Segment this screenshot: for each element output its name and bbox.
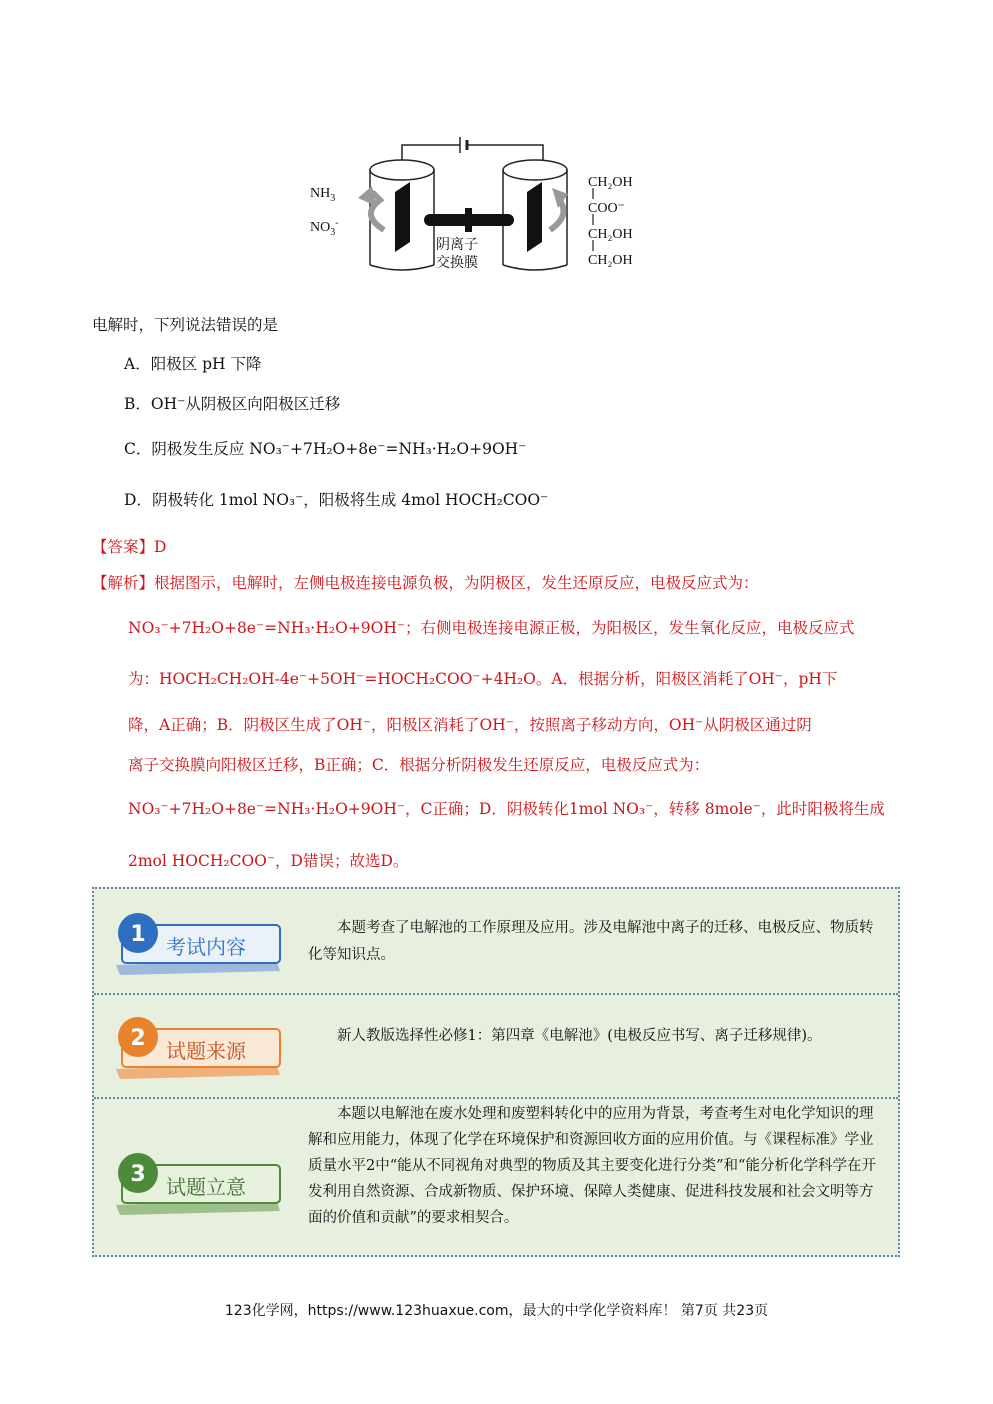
option-text: OH⁻从阴极区向阳极区迁移 — [150, 395, 341, 413]
badge-intent — [112, 1151, 284, 1215]
analysis-line-1: 【解析】根据图示，电解时，左侧电极连接电源负极，为阴极区，发生还原反应，电极反应式为： — [92, 574, 759, 592]
analysis-line-2: NO₃⁻+7H₂O+8e⁻=NH₃·H₂O+9OH⁻；右侧电极连接电源正极，为阳极区，发生氧化反应，电极反应式 — [128, 619, 855, 637]
option-d[interactable] — [124, 488, 548, 510]
info-table — [92, 887, 900, 1257]
badge-exam-content — [112, 911, 284, 975]
membrane-label: 阴离子 交换膜 — [436, 237, 478, 271]
badge-title: 试题立意 — [166, 1175, 246, 1199]
option-label: B． — [124, 395, 151, 413]
analysis-tag: 【解析】 — [92, 574, 155, 592]
option-c[interactable] — [124, 437, 526, 459]
option-text: 阴极发生反应 NO₃⁻+7H₂O+8e⁻=NH₃·H₂O+9OH⁻ — [151, 440, 527, 458]
formula-bonds — [588, 185, 598, 265]
badge-source — [112, 1015, 284, 1079]
info-text: 新人教版选择性必修1：第四章《电解池》(电极反应书写、离子迁移规律)。 — [337, 1028, 822, 1044]
analysis-line-6: NO₃⁻+7H₂O+8e⁻=NH₃·H₂O+9OH⁻，C正确；D．阴极转化1mol NO₃⁻，转移 8mole⁻，此时阳极将生成 — [128, 800, 885, 818]
option-label: D． — [124, 491, 152, 509]
answer-tag: 【答案】 — [92, 538, 155, 556]
question-stem: 电解时，下列说法错误的是 — [92, 316, 279, 334]
answer-value: D — [154, 538, 167, 556]
option-a[interactable] — [124, 352, 262, 374]
info-text: 本题考查了电解池的工作原理及应用。涉及电解池中离子的迁移、电极反应、物质转化等知识点。 — [308, 920, 874, 963]
answer — [92, 535, 166, 557]
badge-number: 1 — [130, 922, 146, 947]
badge-title: 试题来源 — [166, 1039, 246, 1063]
info-row-intent — [94, 1099, 898, 1255]
analysis-line-4: 降，A正确；B．阴极区生成了OH⁻，阳极区消耗了OH⁻，按照离子移动方向，OH⁻从阴极区通过阴 — [128, 716, 812, 734]
page-footer: 123化学网，https://www.123huaxue.com，最大的中学化学资料库！ 第7页 共23页 — [224, 1303, 769, 1319]
option-label: A． — [124, 355, 151, 373]
badge-title: 考试内容 — [166, 935, 246, 959]
option-text: 阴极转化 1mol NO₃⁻，阳极将生成 4mol HOCH₂COO⁻ — [151, 491, 549, 509]
info-text: 本题以电解池在废水处理和废塑料转化中的应用为背景，考查考生对电化学知识的理解和应用能力，体现了化学在环境保护和资源回收方面的应用价值。与《课程标准》学业质量水平2中“能从不同视角对典型的物质及其主要变化进行分类”和“能分析化学科学在开发利用自然资源、合成新物质、保护环境、保障人类健康、促进科技发展和社会文明等方面的价值和贡献”的要求相契合。 — [308, 1106, 876, 1226]
analysis-line-5: 离子交换膜向阳极区迁移，B正确；C．根据分析阴极发生还原反应，电极反应式为： — [128, 756, 710, 774]
badge-number: 3 — [130, 1162, 146, 1187]
analysis-line-7: 2mol HOCH₂COO⁻，D错误；故选D。 — [128, 852, 409, 870]
analysis-line-3: 为：HOCH₂CH₂OH-4e⁻+5OH⁻=HOCH₂COO⁻+4H₂O。A．根据分析，阳极区消耗了OH⁻，pH下 — [128, 670, 838, 688]
info-row-source — [94, 995, 898, 1099]
badge-number: 2 — [130, 1026, 146, 1051]
option-b[interactable] — [124, 392, 340, 414]
option-text: 阳极区 pH 下降 — [150, 355, 262, 373]
option-label: C． — [124, 440, 152, 458]
product-formula: CH₂OH COO⁻ CH₂OH CH₂OH — [588, 175, 633, 268]
label-no3: $NO_3^-$ — [310, 217, 339, 238]
info-row-exam-content — [94, 889, 898, 995]
label-nh3: $NH_3$ — [310, 186, 336, 204]
